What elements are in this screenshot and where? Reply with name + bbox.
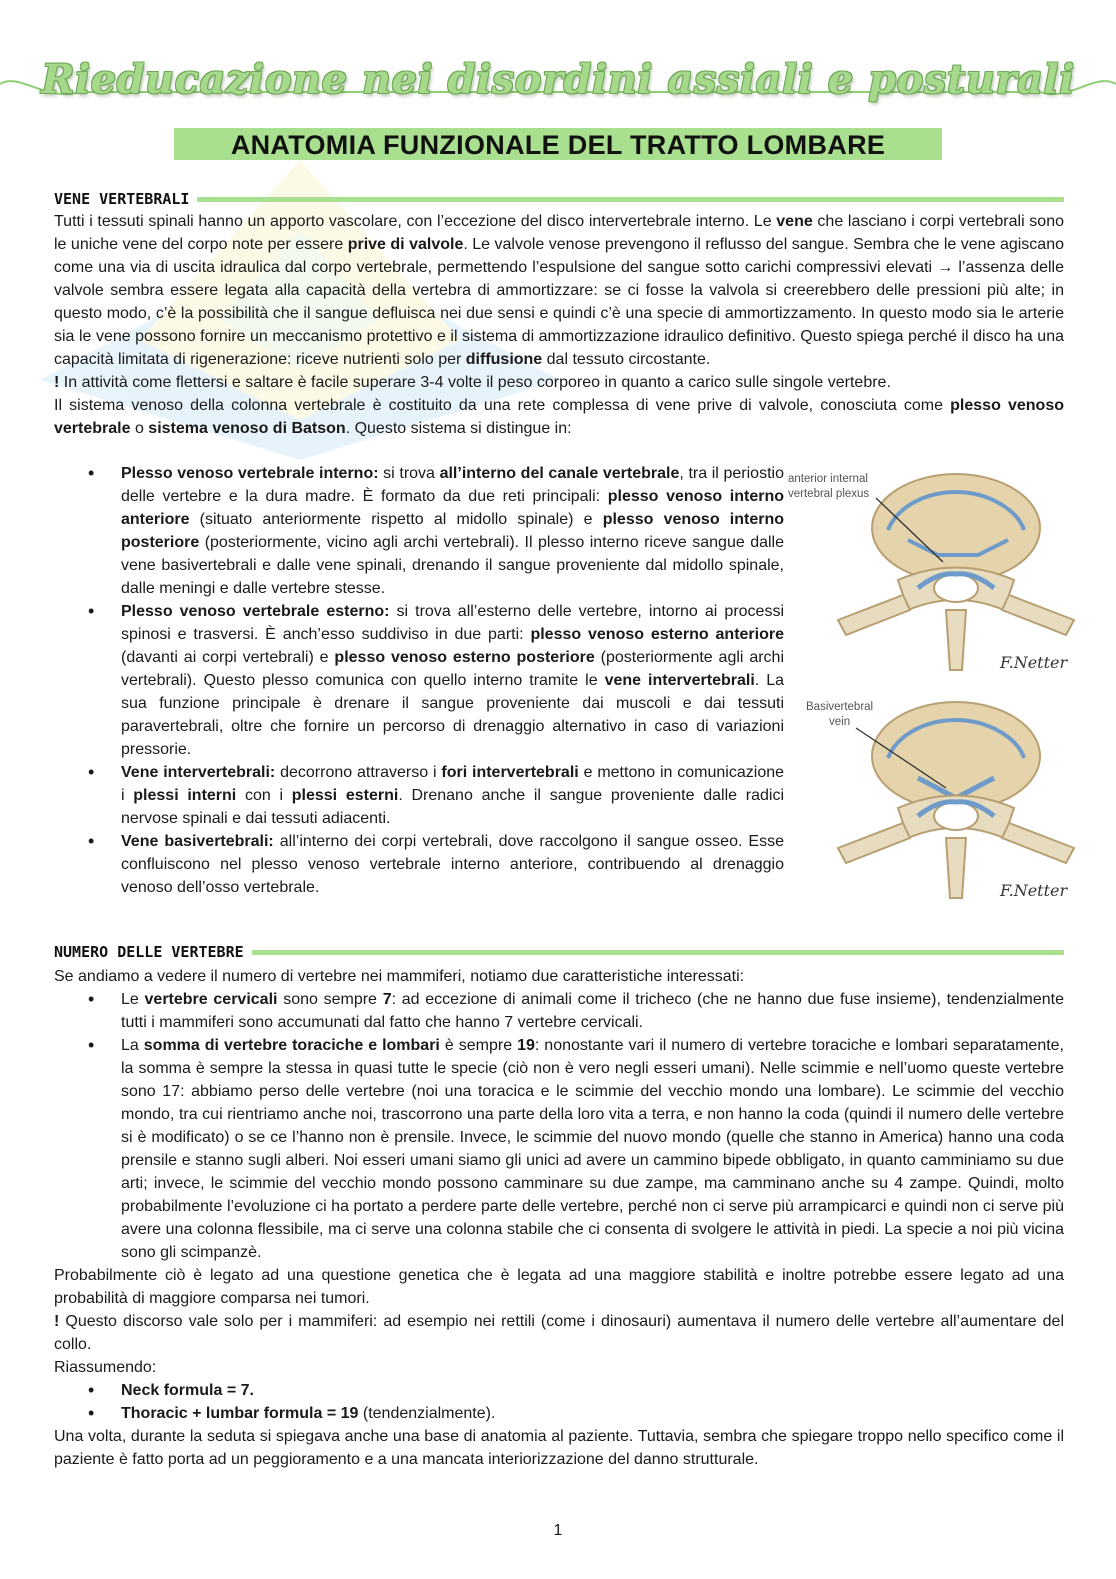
- section-title: VENE VERTEBRALI: [54, 190, 197, 208]
- list-item: • Plesso venoso vertebrale interno: si trova all’interno del canale vertebrale, tra il periostio delle vertebre e la dura madre. È formato da due reti principali: plesso venoso interno anteriore (situato anteriormente rispetto al midollo spinale) e plesso venoso interno posteriore (posteriormente, vicino agli archi vertebrali). Il plesso interno riceve sangue dalle vene basivertebrali e dalle vene spinali, drenando il sangue proveniente dal midollo spinale, dalle meningi e dalle vertebre stesse.: [54, 462, 784, 600]
- section2-intro: Se andiamo a vedere il numero di vertebre nei mammiferi, notiamo due caratteristiche interessati:: [54, 968, 745, 985]
- section2-paragraph-1: Probabilmente ciò è legato ad una questione genetica che è legata ad una maggiore stabilità e inoltre potrebbe essere legato ad una probabilità di maggiore comparsa nei tumori.: [54, 1267, 1064, 1307]
- intro-paragraph-2: ! In attività come flettersi e saltare è facile superare 3-4 volte il peso corporeo in quanto a carico sulle singole vertebre.: [54, 374, 891, 391]
- list-item: • Vene basivertebrali: all’interno dei corpi vertebrali, dove raccolgono il sangue osseo. Esse confluiscono nel plesso venoso vertebrale interno anteriore, contribuendo al drenaggio venoso dell’osso vertebrale.: [54, 830, 784, 899]
- section-header-numero: [54, 943, 1064, 961]
- section2-body: [54, 965, 1064, 1471]
- summary-label: Riassumendo:: [54, 1359, 157, 1376]
- closing-paragraph: Una volta, durante la seduta si spiegava anche una base di anatomia al paziente. Tuttavia, sembra che spiegare troppo nello specifico come il paziente è fatto porta ad un peggioramento e a una mancata interiorizzazione del danno strutturale.: [54, 1428, 1064, 1468]
- figure1-label: anterior internal vertebral plexus: [788, 473, 870, 500]
- list-item: • Neck formula = 7.: [54, 1379, 1064, 1402]
- section1-bullets: [54, 462, 784, 899]
- page-subtitle: ANATOMIA FUNZIONALE DEL TRATTO LOMBARE: [230, 130, 886, 160]
- figure2-label: Basivertebral vein: [806, 701, 874, 728]
- list-item: • Thoracic + lumbar formula = 19 (tendenzialmente).: [54, 1402, 1064, 1425]
- intro-paragraph-3: Il sistema venoso della colonna vertebrale è costituito da una rete complessa di vene prive di valvole, conosciuta come plesso venoso vertebrale o sistema venoso di Batson. Questo sistema si distingue in:: [54, 397, 1065, 437]
- list-item: • Le vertebre cervicali sono sempre 7: ad eccezione di animali come il tricheco (che ne hanno due fuse insieme), tendenzialmente tutti i mammiferi sono accumunati dal fatto che hanno 7 vertebre cervicali.: [54, 988, 1064, 1034]
- page-number: 1: [553, 1522, 563, 1539]
- section-header-vene: [54, 190, 1064, 208]
- section2-paragraph-2: ! Questo discorso vale solo per i mammiferi: ad esempio nei rettili (come i dinosauri) aumentava il numero delle vertebre all’aumentare del collo.: [54, 1313, 1064, 1353]
- list-item: • Plesso venoso vertebrale esterno: si trova all’esterno delle vertebre, intorno ai processi spinosi e trasversi. È anch’esso suddiviso in due parti: plesso venoso esterno anteriore (davanti ai corpi vertebrali) e plesso venoso esterno posteriore (posteriormente agli archi vertebrali). Questo plesso comunica con quello interno tramite le vene intervertebrali. La sua funzione principale è drenare il sangue proveniente dai muscoli e dai tessuti paravertebrali, oltre che fornire un percorso di drenaggio alternativo in caso di variazioni pressorie.: [54, 600, 784, 761]
- intro-paragraph-1: Tutti i tessuti spinali hanno un apporto vascolare, con l’eccezione del disco intervertebrale interno. Le vene che lasciano i corpi vertebrali sono le uniche vene del corpo note per essere prive di valvole. Le valvole venose prevengono il reflusso del sangue. Sembra che le vene agiscano come una via di uscita idraulica dal corpo vertebrale, permettendo l’espulsione del sangue sotto carichi compressivi elevati → l’assenza delle valvole sembra essere legata alla capacità della vertebra di ammortizzare: se ci fosse la valvola si creerebbero delle pressioni più alte; in questo modo, c’è la possibilità che il sangue defluisca nei due sensi e quindi c’è una specie di ammortizzamento. In questo modo sia le arterie sia le vene possono fornire un meccanismo protettivo e il sistema di ammortizzazione idraulico definitivo. Questo spiega perché il disco ha una capacità limitata di rigenerazione: riceve nutrienti solo per diffusione dal tessuto circostante.: [54, 213, 1064, 368]
- section-bar: [54, 197, 1064, 202]
- section1-intro: [54, 210, 1064, 440]
- section-title: NUMERO DELLE VERTEBRE: [54, 943, 252, 961]
- list-item: • Vene intervertebrali: decorrono attraverso i fori intervertebrali e mettono in comunicazione i plessi interni con i plessi esterni. Drenano anche il sangue proveniente dalle radici nervose spinali e dai tessuti adiacenti.: [54, 761, 784, 830]
- list-item: • La somma di vertebre toraciche e lombari è sempre 19: nonostante vari il numero di vertebre toraciche e lombari separatamente, la somma è sempre la stessa in quasi tutte le specie (ciò non è vero negli esseri umani). Nelle scimmie e nell’uomo queste vertebre sono 17: abbiamo perso delle vertebre (noi una toracica e le scimmie del vecchio mondo una lombare). Le scimmie del vecchio mondo, tra cui rientriamo anche noi, trascorrono una parte della loro vita a terra, e non hanno la coda (quindi il numero delle vertebre si è modificato) o se ce l’hanno non è prensile. Invece, le scimmie del nuovo mondo (quelle che stanno in America) hanno una coda prensile e stanno sugli alberi. Noi esseri umani siamo gli unici ad avere un cammino bipede obbligato, in quanto camminiamo su due arti; invece, le scimmie del vecchio mondo possono camminare su due zampe, ma camminano anche su 4 zampe. Quindi, molto probabilmente l’evoluzione ci ha portato a perdere parte delle vertebre, perché non ci serve più arrampicarci e quindi non ci serve più avere una colonna flessibile, ma ci serve una colonna stabile che ci consenta di svolgere le attività in piedi. La specie a noi più vicina sono gli scimpanzè.: [54, 1034, 1064, 1264]
- netter-signature-1: F.Netter: [1000, 653, 1068, 672]
- banner-title: Rieducazione nei disordini assiali e posturali: [41, 56, 1075, 103]
- netter-signature-2: F.Netter: [1000, 881, 1068, 900]
